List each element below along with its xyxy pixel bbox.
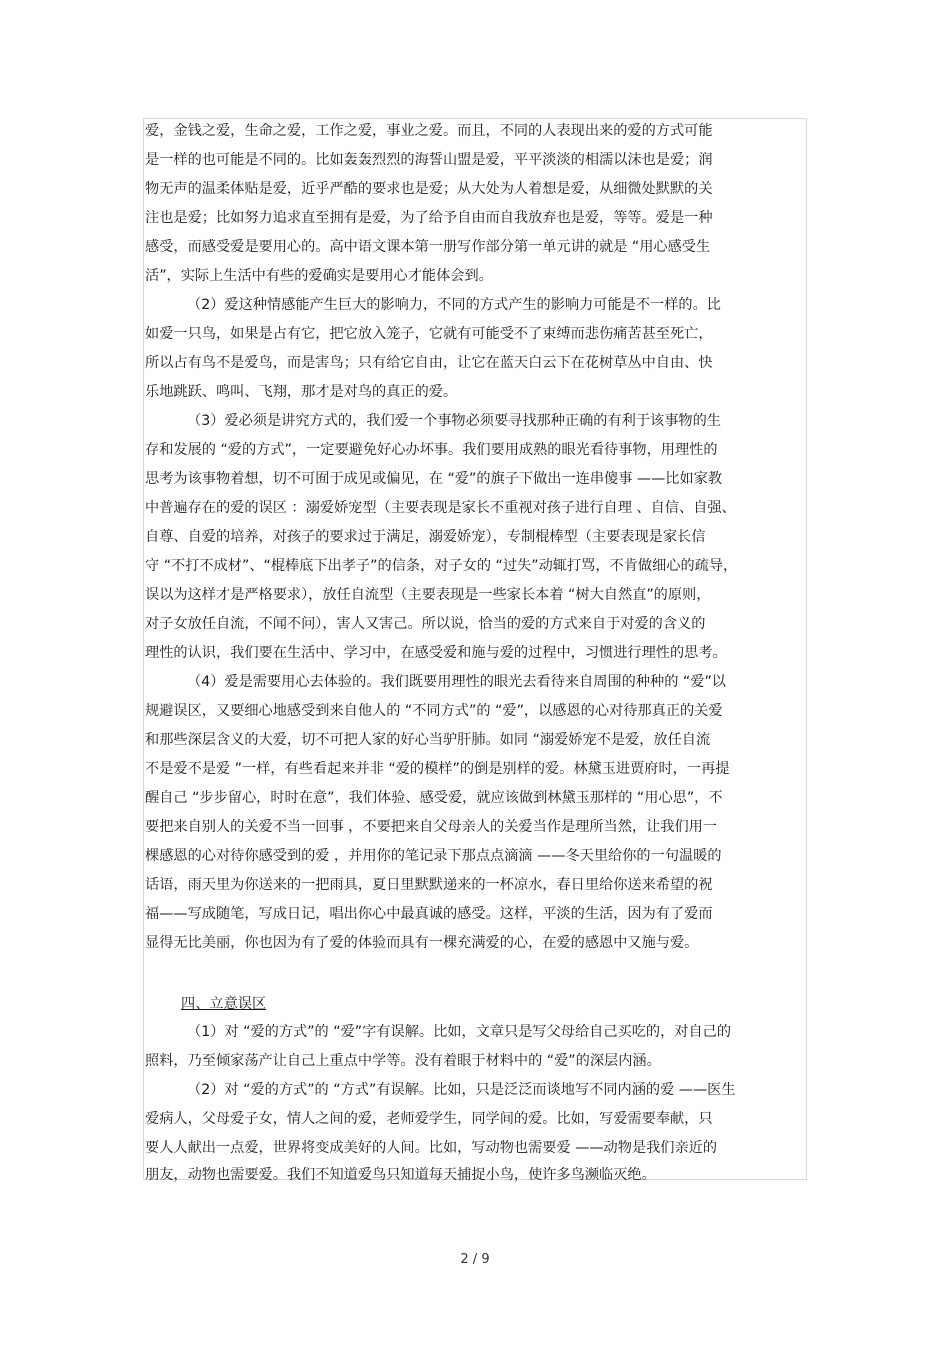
- text-line: 乐地跳跃、鸣叫、飞翔，那才是对鸟的真正的爱。: [145, 384, 458, 400]
- section-heading: 四、立意误区: [181, 996, 267, 1012]
- text-line: 爱病人，父母爱子女，情人之间的爱，老师爱学生，同学间的爱。比如，写爱需要奉献，只: [145, 1111, 713, 1127]
- text-line: （2）对 “爱的方式”的 “方式”有误解。比如，只是泛泛而谈地写不同内涵的爱 ——医生: [187, 1082, 736, 1098]
- text-line: （4）爱是需要用心去体验的。我们既要用理性的眼光去看待来自周围的种种的 “爱”以: [187, 674, 726, 690]
- text-line: 思考为该事物着想，切不可囿于成见或偏见，在 “爱”的旗子下做出一连串傻事 ——比如家教: [145, 471, 723, 487]
- text-line: （3）爱必须是讲究方式的，我们爱一个事物必须要寻找那种正确的有利于该事物的生: [187, 413, 721, 429]
- text-line: 活”，实际上生活中有些的爱确实是要用心才能体会到。: [145, 268, 493, 284]
- text-line: 理性的认识，我们要在生活中、学习中，在感受爱和施与爱的过程中，习惯进行理性的思考。: [145, 645, 727, 661]
- text-line: 要把来自别人的关爱不当一回事 ，不要把来自父母亲人的关爱当作是理所当然，让我们用一: [145, 819, 718, 835]
- text-line: 守 “不打不成材”、“棍棒底下出孝子”的信条，对子女的 “过失”动辄打骂，不肯做细心的疏导，: [145, 558, 738, 574]
- text-line: 显得无比美丽，你也因为有了爱的体验而具有一棵充满爱的心，在爱的感恩中又施与爱。: [145, 935, 699, 951]
- text-line: 和那些深层含义的大爱，切不可把人家的好心当驴肝肺。如同 “溺爱娇宠不是爱，放任自流: [145, 732, 711, 748]
- text-line: （1）对 “爱的方式”的 “爱”字有误解。比如，文章只是写父母给自己买吃的，对自己的: [187, 1024, 732, 1040]
- text-line: （2）爱这种情感能产生巨大的影响力，不同的方式产生的影响力可能是不一样的。比: [187, 297, 721, 313]
- text-line: 物无声的温柔体贴是爱，近乎严酷的要求也是爱；从大处为人着想是爱，从细微处默默的关: [145, 181, 713, 197]
- text-line: 对子女放任自流，不闻不问），害人又害己。所以说，恰当的爱的方式来自于对爱的含义的: [145, 616, 706, 632]
- text-line: 规避误区，又要细心地感受到来自他人的 “不同方式”的 “爱”，以感恩的心对待那真正的关爱: [145, 703, 723, 719]
- text-line: 误以为这样才是严格要求），放任自流型（主要表现是一些家长本着 “树大自然直”的原则，: [145, 587, 711, 603]
- text-line: 所以占有鸟不是爱鸟，而是害鸟；只有给它自由，让它在蓝天白云下在花树草丛中自由、快: [145, 355, 713, 371]
- text-line: 感受，而感受爱是要用心的。高中语文课本第一册写作部分第一单元讲的就是 “用心感受生: [145, 239, 711, 255]
- text-line: 要人人献出一点爱，世界将变成美好的人间。比如，写动物也需要爱 ——动物是我们亲近的: [145, 1140, 718, 1156]
- text-line: 话语，雨天里为你送来的一把雨具，夏日里默默递来的一杯凉水，春日里给你送来希望的祝: [145, 877, 713, 893]
- text-line: 存和发展的 “爱的方式”，一定要避免好心办坏事。我们要用成熟的眼光看待事物，用理性的: [145, 442, 718, 458]
- page-number: 2 / 9: [460, 1252, 490, 1267]
- text-line: 福——写成随笔，写成日记，唱出你心中最真诚的感受。这样，平淡的生活，因为有了爱而: [145, 906, 713, 922]
- text-line: 照料，乃至倾家荡产让自己上重点中学等。没有着眼于材料中的 “爱”的深层内涵。: [145, 1053, 661, 1069]
- text-line: 爱，金钱之爱，生命之爱，工作之爱，事业之爱。而且，不同的人表现出来的爱的方式可能: [145, 123, 713, 139]
- text-line: 中普遍存在的爱的误区 ：溺爱娇宠型（主要表现是家长不重视对孩子进行自理 、自信、自强、: [145, 500, 736, 516]
- text-line: 是一样的也可能是不同的。比如轰轰烈烈的海誓山盟是爱，平平淡淡的相濡以沫也是爱；润: [145, 152, 713, 168]
- text-line: 朋友，动物也需要爱。我们不知道爱鸟只知道每天捕捉小鸟，使许多鸟濒临灭绝。: [145, 1167, 656, 1183]
- text-line: 如爱一只鸟，如果是占有它，把它放入笼子，它就有可能受不了束缚而悲伤痛苦甚至死亡，: [145, 326, 713, 342]
- text-line: 醒自己 “步步留心，时时在意”，我们体验、感受爱，就应该做到林黛玉那样的 “用心思”，不: [145, 790, 723, 806]
- text-line: 不是爱不是爱 ”一样，有些看起来并非 “爱的模样”的倒是别样的爱。林黛玉进贾府时，一再提: [145, 761, 730, 777]
- text-line: 注也是爱；比如努力追求直至拥有是爱，为了给予自由而自我放弃也是爱，等等。爱是一种: [145, 210, 713, 226]
- text-line: 自尊、自爱的培养，对孩子的要求过于满足，溺爱娇宠），专制棍棒型（主要表现是家长信: [145, 529, 706, 545]
- text-line: 棵感恩的心对待你感受到的爱 ，并用你的笔记录下那点点滴滴 ——冬天里给你的一句温暖的: [145, 848, 722, 864]
